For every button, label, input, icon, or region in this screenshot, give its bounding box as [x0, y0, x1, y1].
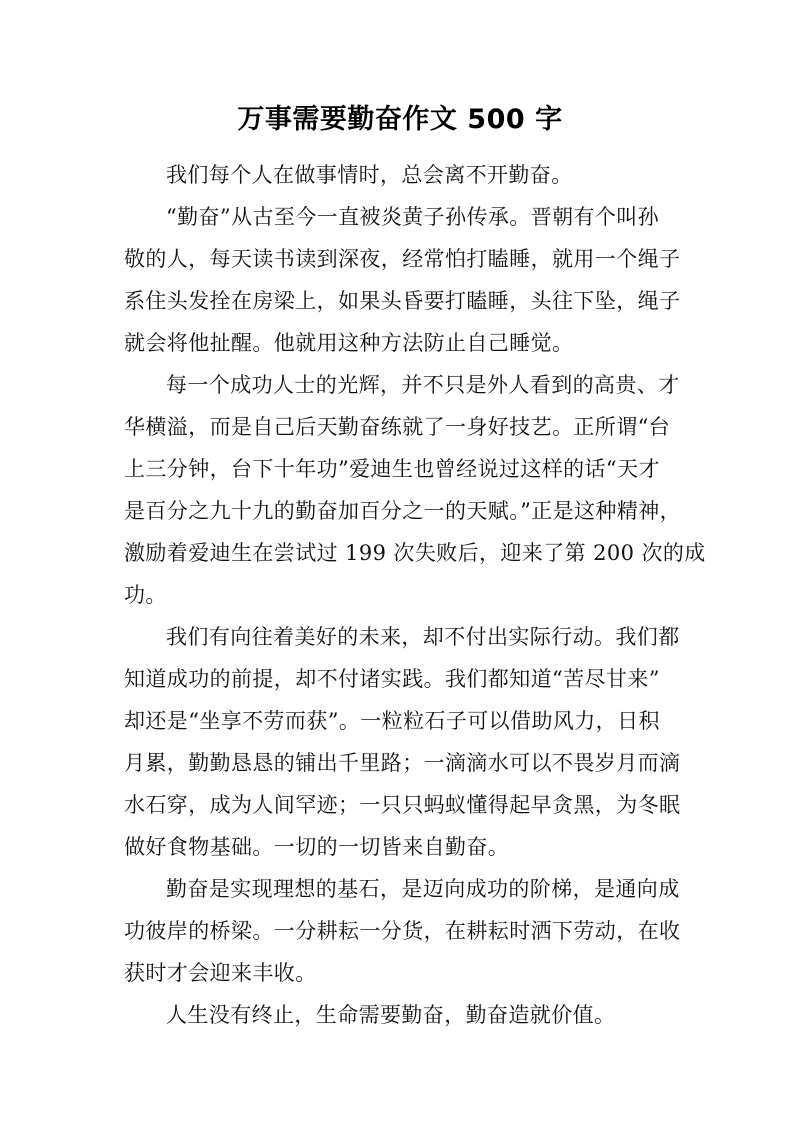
- text-line: 人生没有终止，生命需要勤奋，勤奋造就价值。: [166, 1003, 616, 1027]
- text-line: 月累，勤勤恳恳的铺出千里路；一滴滴水可以不畏岁月而滴: [124, 751, 681, 775]
- text-line: 我们每个人在做事情时，总会离不开勤奋。: [166, 163, 573, 187]
- text-line: 系住头发拴在房梁上，如果头昏要打瞌睡，头往下坠，绳子: [124, 289, 681, 313]
- text-line: 我们有向往着美好的未来，却不付出实际行动。我们都: [166, 625, 680, 649]
- text-line: 功彼岸的桥梁。一分耕耘一分货，在耕耘时洒下劳动，在收: [124, 919, 681, 943]
- text-line: 就会将他扯醒。他就用这种方法防止自己睡觉。: [124, 331, 574, 355]
- text-line: 激励着爱迪生在尝试过 199 次失败后，迎来了第 200 次的成: [124, 541, 706, 565]
- text-line: 知道成功的前提，却不付诸实践。我们都知道“苦尽甘来”: [124, 667, 660, 691]
- text-line: 华横溢，而是自己后天勤奋练就了一身好技艺。正所谓“台: [124, 415, 671, 439]
- page-title: 万事需要勤奋作文 500 字: [237, 104, 563, 135]
- text-line: 敬的人，每天读书读到深夜，经常怕打瞌睡，就用一个绳子: [124, 247, 681, 271]
- text-line: 功。: [124, 583, 167, 607]
- text-line: 水石穿，成为人间罕迹；一只只蚂蚁懂得起早贪黑，为冬眠: [124, 793, 681, 817]
- text-line: 上三分钟，台下十年功”爱迪生也曾经说过这样的话“天才: [124, 457, 660, 481]
- text-line: 做好食物基础。一切的一切皆来自勤奋。: [124, 835, 510, 859]
- text-line: 却还是“坐享不劳而获”。一粒粒石子可以借助风力，日积: [124, 709, 660, 733]
- text-line: 获时才会迎来丰收。: [124, 961, 317, 985]
- text-line: 勤奋是实现理想的基石，是迈向成功的阶梯，是通向成: [166, 877, 680, 901]
- text-line: 是百分之九十九的勤奋加百分之一的天赋。”正是这种精神，: [124, 499, 682, 523]
- text-line: “勤奋”从古至今一直被炎黄子孙传承。晋朝有个叫孙: [166, 205, 660, 229]
- text-line: 每一个成功人士的光辉，并不只是外人看到的高贵、才: [166, 373, 680, 397]
